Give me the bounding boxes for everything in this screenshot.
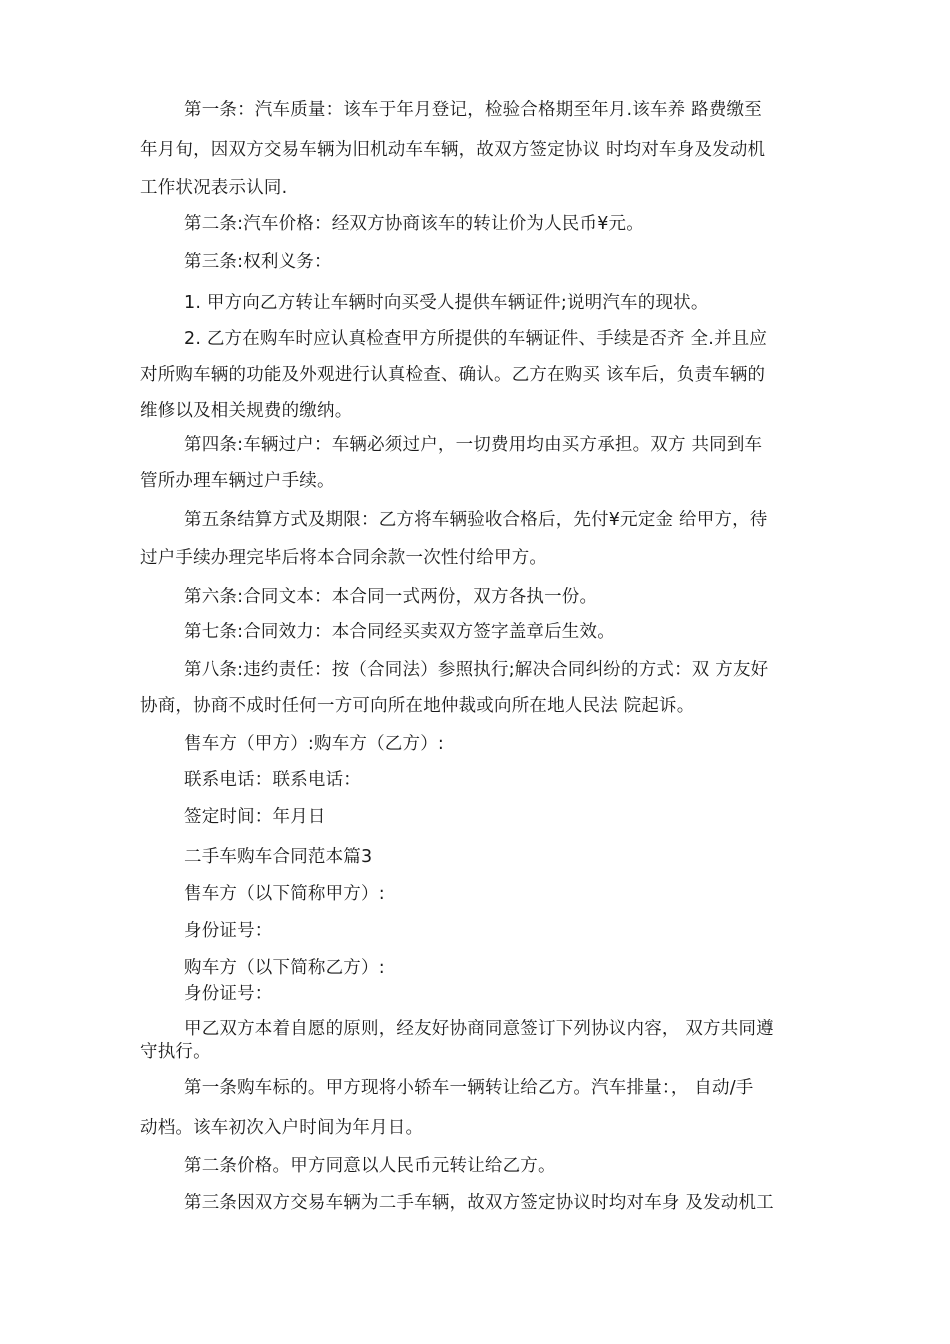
article-8-line-2: 协商，协商不成时任何一方可向所在地仲裁或向所在地人民法 院起诉。	[140, 696, 695, 716]
buyer-id-label: 身份证号：	[184, 984, 273, 1004]
seller-label: 售车方（以下简称甲方）:	[184, 884, 385, 904]
article-5-line-1: 第五条结算方式及期限：乙方将车辆验收合格后，先付¥元定金 给甲方，待	[184, 510, 768, 530]
article-3-item-2-line-1: 2. 乙方在购车时应认真检查甲方所提供的车辆证件、手续是否齐 全.并且应	[184, 329, 768, 349]
clause-3-line-1: 第三条因双方交易车辆为二手车辆，故双方签定协议时均对车身 及发动机工	[184, 1193, 774, 1213]
article-4-line-2: 管所办理车辆过户手续。	[140, 471, 335, 491]
article-3-item-2-line-2: 对所购车辆的功能及外观进行认真检查、确认。乙方在购买 该车后，负责车辆的	[140, 365, 766, 385]
article-5-line-2: 过户手续办理完毕后将本合同余款一次性付给甲方。	[140, 548, 548, 568]
article-3-title: 第三条:权利义务：	[184, 252, 332, 272]
buyer-label: 购车方（以下简称乙方）:	[184, 958, 385, 978]
article-4-line-1: 第四条:车辆过户：车辆必须过户，一切费用均由买方承担。双方 共同到车	[184, 435, 763, 455]
article-1-line-3: 工作状况表示认同.	[140, 178, 288, 198]
sign-date: 签定时间：年月日	[184, 807, 326, 827]
article-3-item-2-line-3: 维修以及相关规费的缴纳。	[140, 401, 353, 421]
preamble-line-2: 守执行。	[140, 1042, 211, 1062]
article-7: 第七条:合同效力：本合同经买卖双方签字盖章后生效。	[184, 622, 615, 642]
article-8-line-1: 第八条:违约责任：按（合同法）参照执行;解决合同纠纷的方式：双 方友好	[184, 660, 769, 680]
article-6: 第六条:合同文本：本合同一式两份，双方各执一份。	[184, 587, 598, 607]
article-1-line-1: 第一条：汽车质量：该车于年月登记，检验合格期至年月.该车养 路费缴至	[184, 100, 762, 120]
contact-phones: 联系电话：联系电话：	[184, 770, 361, 790]
clause-1-line-2: 动档。该车初次入户时间为年月日。	[140, 1118, 424, 1138]
section-heading: 二手车购车合同范本篇3	[184, 847, 373, 867]
article-2: 第二条:汽车价格：经双方协商该车的转让价为人民币¥元。	[184, 214, 644, 234]
clause-2: 第二条价格。甲方同意以人民币元转让给乙方。	[184, 1156, 556, 1176]
seller-id-label: 身份证号：	[184, 921, 273, 941]
clause-1-line-1: 第一条购车标的。甲方现将小轿车一辆转让给乙方。汽车排量：， 自动/手	[184, 1078, 754, 1098]
parties-signature: 售车方（甲方）:购车方（乙方）:	[184, 734, 444, 754]
article-3-item-1: 1. 甲方向乙方转让车辆时向买受人提供车辆证件;说明汽车的现状。	[184, 293, 709, 313]
preamble-line-1: 甲乙双方本着自愿的原则，经友好协商同意签订下列协议内容， 双方共同遵	[184, 1019, 774, 1039]
article-1-line-2: 年月旬，因双方交易车辆为旧机动车车辆，故双方签定协议 时均对车身及发动机	[140, 140, 766, 160]
